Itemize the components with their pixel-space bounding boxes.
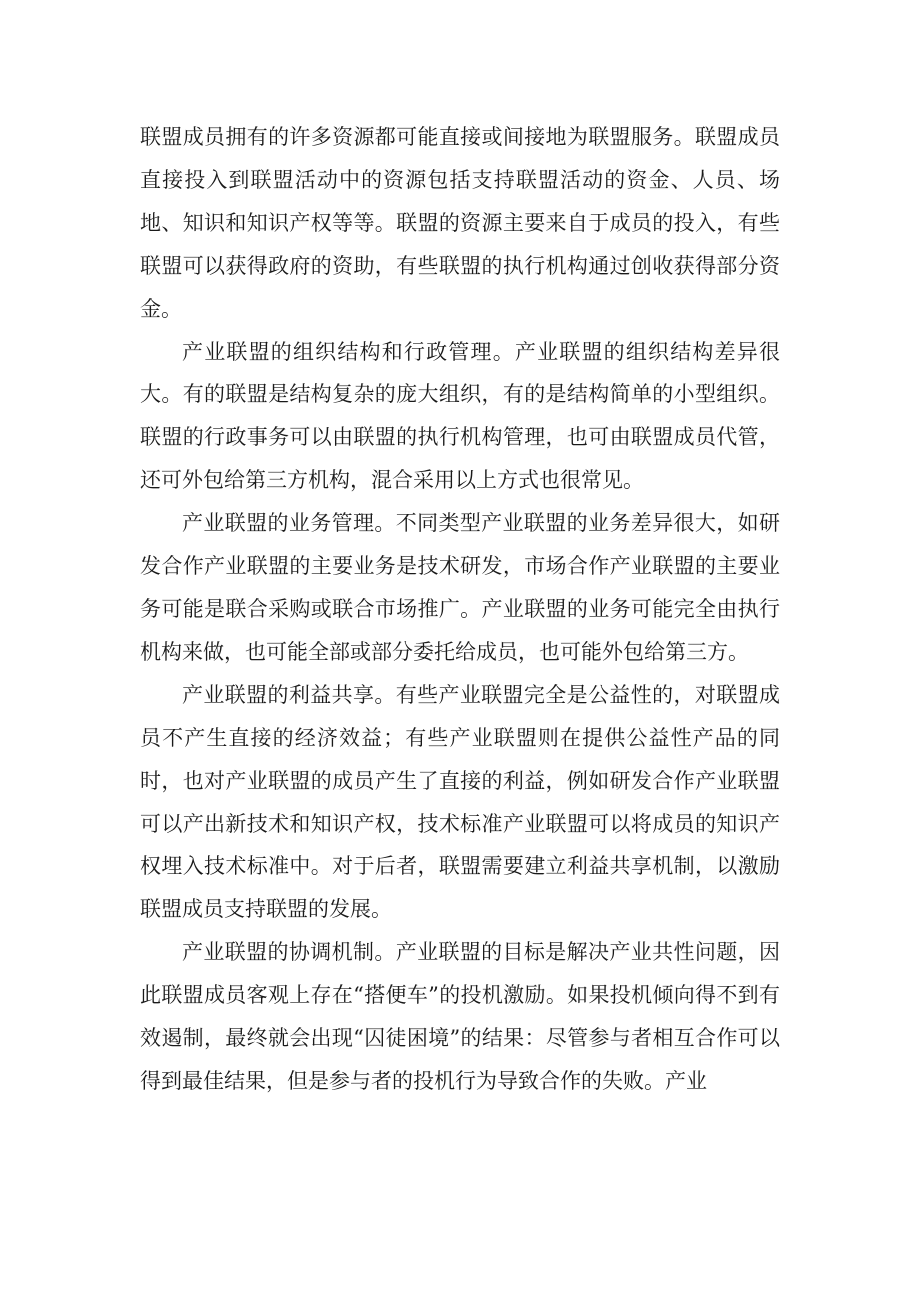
paragraph-1: 联盟成员拥有的许多资源都可能直接或间接地为联盟服务。联盟成员直接投入到联盟活动中的资源包括支持联盟活动的资金、人员、场地、知识和知识产权等等。联盟的资源主要来自于成员的投入，有些联盟可以获得政府的资助，有些联盟的执行机构通过创收获得部分资金。 (140, 125, 780, 321)
document-body (140, 116, 780, 1103)
paragraph-2: 产业联盟的组织结构和行政管理。产业联盟的组织结构差异很大。有的联盟是结构复杂的庞大组织，有的是结构简单的小型组织。联盟的行政事务可以由联盟的执行机构管理，也可由联盟成员代管，还可外包给第三方机构，混合采用以上方式也很常见。 (140, 339, 780, 493)
paragraph-4: 产业联盟的利益共享。有些产业联盟完全是公益性的，对联盟成员不产生直接的经济效益；有些产业联盟则在提供公益性产品的同时，也对产业联盟的成员产生了直接的利益，例如研发合作产业联盟可以产出新技术和知识产权，技术标准产业联盟可以将成员的知识产权埋入技术标准中。对于后者，联盟需要建立利益共享机制，以激励联盟成员支持联盟的发展。 (140, 682, 780, 922)
paragraph-3: 产业联盟的业务管理。不同类型产业联盟的业务差异很大，如研发合作产业联盟的主要业务是技术研发，市场合作产业联盟的主要业务可能是联合采购或联合市场推广。产业联盟的业务可能完全由执行机构来做，也可能全部或部分委托给成员，也可能外包给第三方。 (140, 511, 780, 664)
paragraph-5: 产业联盟的协调机制。产业联盟的目标是解决产业共性问题，因此联盟成员客观上存在“搭便车”的投机激励。如果投机倾向得不到有效遏制，最终就会出现“囚徒困境”的结果：尽管参与者相互合作可以得到最佳结果，但是参与者的投机行为导致合作的失败。产业 (140, 940, 780, 1093)
